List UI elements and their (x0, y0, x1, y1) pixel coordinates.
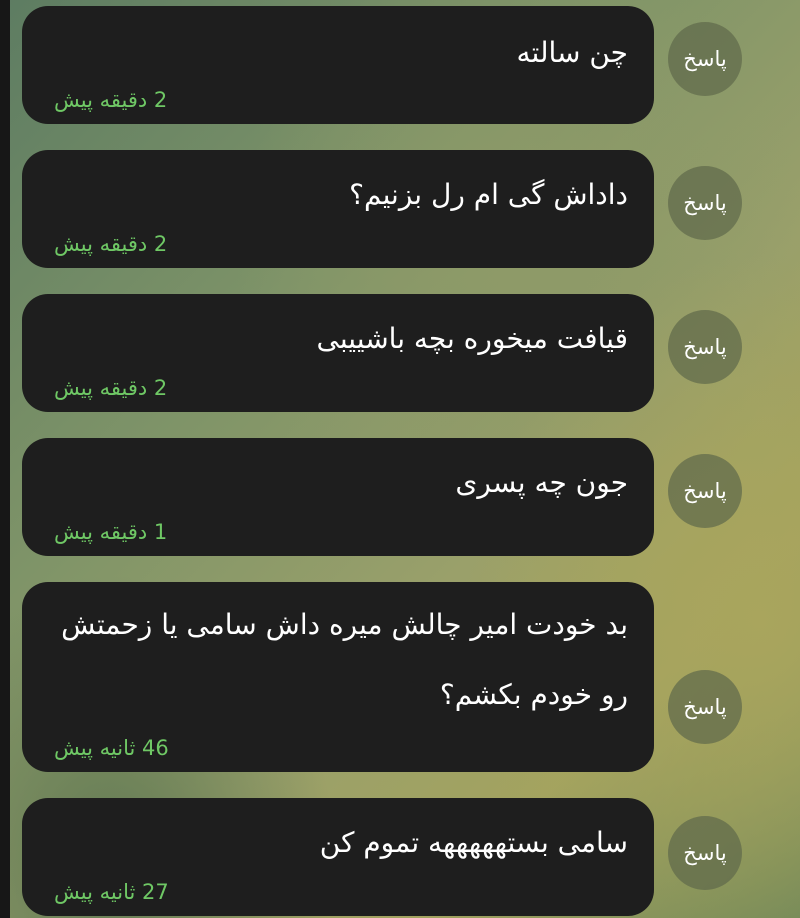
message-text: سامی بستهههههه تموم کن (319, 826, 628, 859)
message-timestamp: 2 دقیقه پیش (54, 232, 168, 256)
message-timestamp: 27 ثانیه پیش (54, 880, 169, 904)
message-text: قیافت میخوره بچه باشییبی (316, 322, 628, 355)
message-timestamp: 2 دقیقه پیش (54, 376, 168, 400)
message-timestamp: 46 ثانیه پیش (54, 736, 169, 760)
reply-button[interactable]: پاسخ (668, 22, 742, 96)
reply-button[interactable]: پاسخ (668, 166, 742, 240)
reply-button[interactable]: پاسخ (668, 816, 742, 890)
message-text: جون چه پسری (455, 466, 628, 499)
message-timestamp: 2 دقیقه پیش (54, 88, 168, 112)
reply-button[interactable]: پاسخ (668, 310, 742, 384)
message-text: داداش گی ام رل بزنیم؟ (349, 178, 628, 211)
reply-button[interactable]: پاسخ (668, 670, 742, 744)
message-text: بد خودت امیر چالش میره داش سامی یا زحمتش رو خودم بکشم؟ (61, 608, 628, 711)
reply-button[interactable]: پاسخ (668, 454, 742, 528)
message-text: چن سالته (516, 36, 628, 69)
message-timestamp: 1 دقیقه پیش (54, 520, 168, 544)
